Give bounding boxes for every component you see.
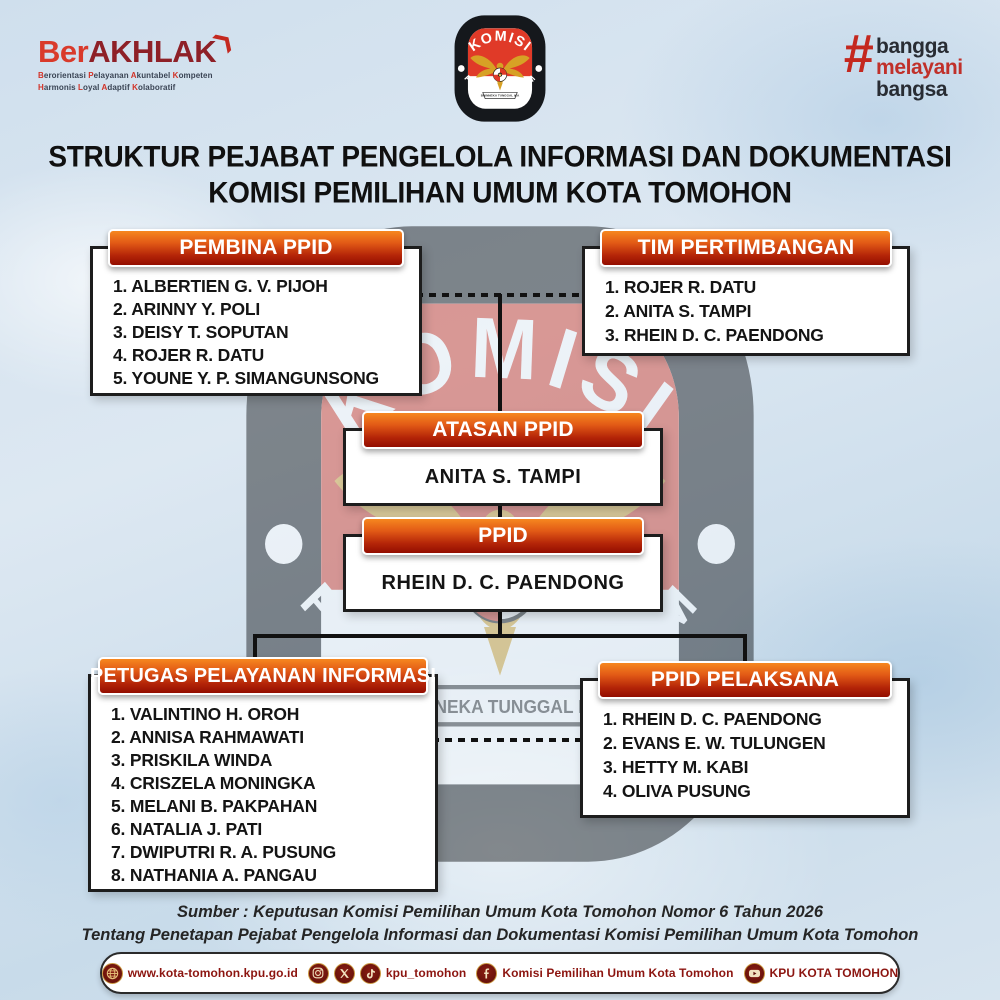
member-name: 3. PRISKILA WINDA	[111, 750, 273, 770]
social-handle-group[interactable]	[308, 963, 466, 984]
member-name: 4. CRISZELA MONINGKA	[111, 773, 316, 793]
berakhlak-akhlak: AKHLAK	[88, 34, 217, 69]
pembina-ppid-members	[93, 249, 419, 390]
member-name: 4. ROJER R. DATU	[113, 345, 265, 365]
pembina-ppid-box	[90, 236, 422, 396]
member-name: 2. ANITA S. TAMPI	[605, 301, 752, 321]
member-name: 1. RHEIN D. C. PAENDONG	[603, 709, 822, 729]
page-title-line1: STRUKTUR PEJABAT PENGELOLA INFORMASI DAN DOKUMENTASI	[48, 140, 952, 173]
member-name: 7. DWIPUTRI R. A. PUSUNG	[111, 842, 336, 862]
source-note-line1: Sumber : Keputusan Komisi Pemilihan Umum Kota Tomohon Nomor 6 Tahun 2026	[176, 903, 824, 921]
berakhlak-tagline-line1: Berorientasi Pelayanan Akuntabel Kompeten	[38, 71, 213, 80]
youtube-icon	[744, 963, 765, 984]
page-title	[0, 139, 1000, 211]
member-name: 3. HETTY M. KABI	[603, 757, 749, 777]
member-name: 8. NATHANIA A. PANGAU	[111, 865, 317, 885]
member-name: 3. RHEIN D. C. PAENDONG	[605, 325, 824, 345]
ppid-box	[343, 524, 663, 612]
kpu-logo	[452, 13, 548, 124]
footer-social-bar	[100, 952, 900, 994]
connector-branch-horizontal	[253, 634, 747, 638]
tim-pertimbangan-header: TIM PERTIMBANGAN	[600, 229, 892, 267]
member-name: 6. NATALIA J. PATI	[111, 819, 262, 839]
berakhlak-logo	[38, 25, 268, 94]
petugas-members	[91, 677, 435, 887]
member-name: 2. EVANS E. W. TULUNGEN	[603, 733, 826, 753]
berakhlak-tagline-line2: Harmonis Loyal Adaptif Kolaboratif	[38, 83, 176, 92]
member-name: 1. ALBERTIEN G. V. PIJOH	[113, 276, 328, 296]
member-name: 3. DEISY T. SOPUTAN	[113, 322, 289, 342]
member-name: 2. ARINNY Y. POLI	[113, 299, 261, 319]
facebook-link[interactable]	[476, 963, 733, 984]
member-name: 2. ANNISA RAHMAWATI	[111, 727, 304, 747]
youtube-channel-name[interactable]: KPU KOTA TOMOHON	[769, 966, 899, 980]
connector-branch-right	[743, 634, 747, 664]
member-name: 1. VALINTINO H. OROH	[111, 704, 300, 724]
hashtag-icon: #	[843, 24, 874, 84]
atasan-ppid-name: ANITA S. TAMPI	[424, 465, 582, 488]
ppid-pelaksana-members	[583, 681, 907, 803]
connector-dashed-bottom	[432, 738, 580, 742]
tiktok-icon	[360, 963, 381, 984]
bangga-line2: melayani	[876, 56, 963, 80]
website-link[interactable]	[102, 963, 298, 984]
bangga-line1: bangga	[876, 35, 949, 58]
member-name: 4. OLIVA PUSUNG	[603, 781, 751, 801]
facebook-icon	[476, 963, 497, 984]
instagram-icon	[308, 963, 329, 984]
youtube-link[interactable]	[744, 963, 899, 984]
member-name: 1. ROJER R. DATU	[605, 277, 757, 297]
member-name: 5. YOUNE Y. P. SIMANGUNSONG	[113, 368, 379, 388]
ppid-name: RHEIN D. C. PAENDONG	[381, 571, 625, 594]
berakhlak-ber: Ber	[38, 34, 89, 69]
member-name: 5. MELANI B. PAKPAHAN	[111, 796, 318, 816]
x-twitter-icon	[334, 963, 355, 984]
source-note	[0, 901, 1000, 948]
ppid-header: PPID	[362, 517, 644, 555]
page-title-line2: KOMISI PEMILIHAN UMUM KOTA TOMOHON	[208, 176, 792, 210]
ppid-pelaksana-box	[580, 668, 910, 818]
petugas-pelayanan-informasi-box	[88, 664, 438, 892]
connector-vertical-to-atasan	[498, 294, 502, 414]
pembina-ppid-header: PEMBINA PPID	[108, 229, 404, 267]
atasan-ppid-box	[343, 418, 663, 506]
globe-icon	[102, 963, 123, 984]
source-note-line2: Tentang Penetapan Pejabat Pengelola Informasi dan Dokumentasi Komisi Pemilihan Umum Kota Tomohon	[81, 926, 919, 945]
petugas-pelayanan-informasi-header: PETUGAS PELAYANAN INFORMASI	[98, 657, 428, 695]
berakhlak-arrow-icon: ❯	[207, 25, 238, 56]
facebook-page-name[interactable]: Komisi Pemilihan Umum Kota Tomohon	[502, 966, 734, 980]
tim-pertimbangan-box	[582, 236, 910, 356]
atasan-ppid-header: ATASAN PPID	[362, 411, 644, 449]
social-handle[interactable]: kpu_tomohon	[385, 966, 467, 980]
website-url[interactable]: www.kota-tomohon.kpu.go.id	[127, 966, 298, 980]
berakhlak-wordmark	[38, 25, 238, 69]
bangga-melayani-bangsa-logo	[843, 24, 963, 101]
bangga-line3: bangsa	[876, 77, 948, 101]
ppid-pelaksana-header: PPID PELAKSANA	[598, 661, 892, 699]
